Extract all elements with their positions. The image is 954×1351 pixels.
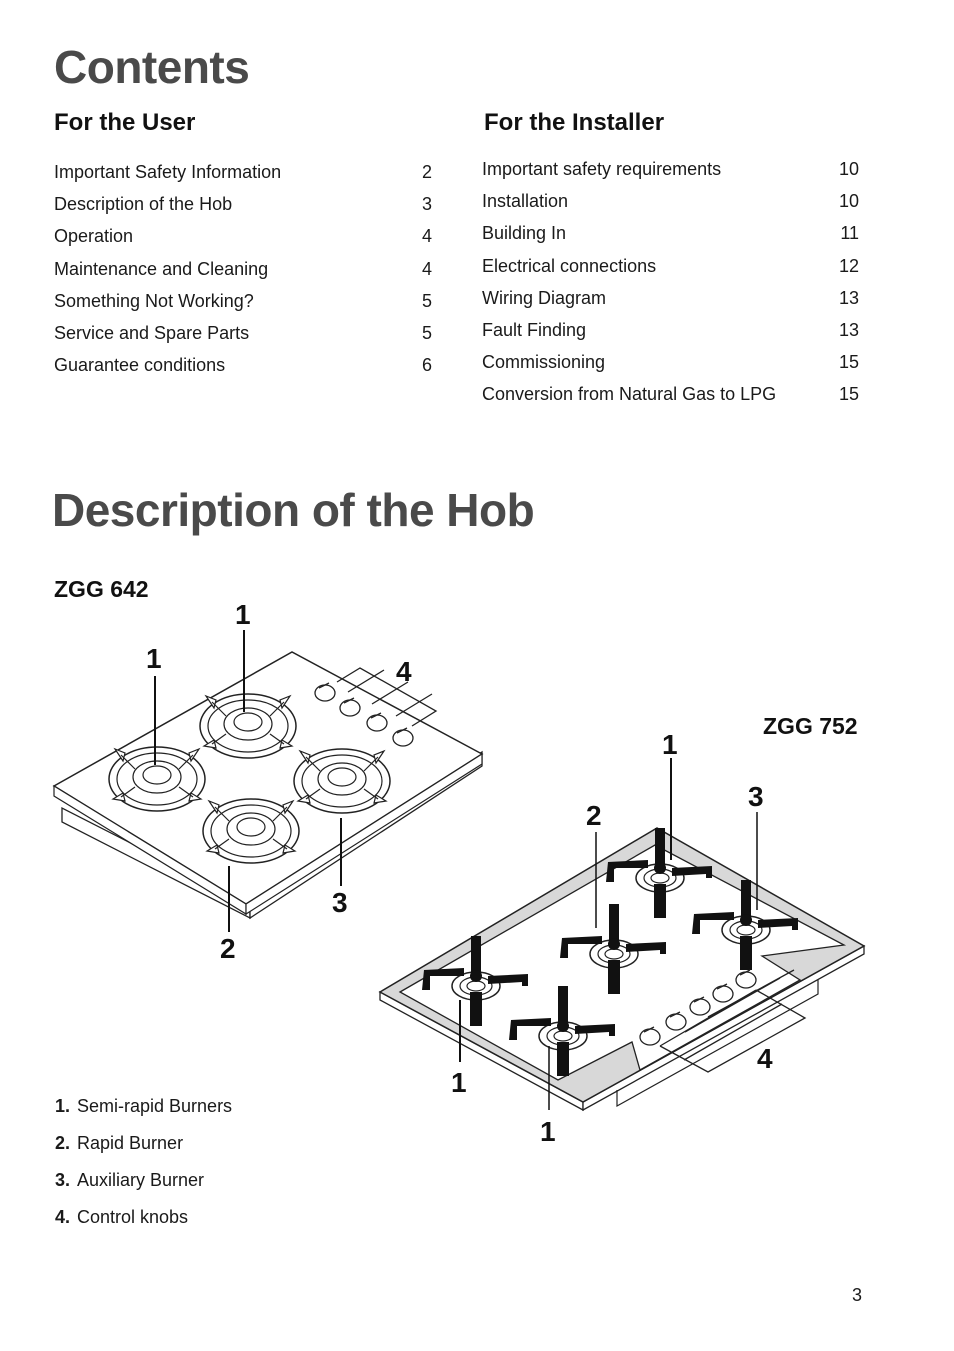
legend-label: Semi-rapid Burners: [77, 1096, 233, 1116]
description-title: Description of the Hob: [52, 484, 535, 536]
toc-entry[interactable]: [54, 188, 432, 220]
callout-1a: 1: [146, 643, 162, 674]
toc-entry-page: 10: [838, 191, 859, 212]
toc-entry-page: 10: [838, 159, 859, 179]
callout-3b: 3: [748, 781, 764, 812]
toc-entry-title: Electrical connections: [482, 255, 657, 276]
toc-entry-page: 3: [421, 194, 432, 215]
toc-entry-page: 2: [421, 162, 432, 182]
legend-label: Auxiliary Burner: [77, 1170, 205, 1190]
toc-entry-title: Something Not Working?: [54, 290, 254, 311]
toc-entry[interactable]: [482, 185, 859, 217]
legend-label: Rapid Burner: [77, 1133, 184, 1153]
toc-entry-page: 15: [838, 384, 859, 405]
legend-item: [55, 1205, 232, 1242]
legend-number: 4.: [55, 1207, 71, 1227]
toc-entry-title: Important Safety Information: [54, 162, 282, 182]
toc-entry-title: Description of the Hob: [54, 194, 233, 215]
callout-2b: 2: [586, 800, 602, 831]
rapid-burner: [203, 799, 299, 863]
toc-installer: [482, 153, 859, 411]
toc-entry[interactable]: [54, 156, 432, 188]
toc-entry-page: 13: [838, 319, 859, 340]
toc-entry-page: 6: [421, 355, 432, 376]
toc-entry[interactable]: [482, 250, 859, 282]
toc-entry-page: 5: [421, 290, 432, 311]
toc-entry[interactable]: [54, 349, 432, 381]
model-label-zgg752: ZGG 752: [763, 713, 858, 739]
zgg642-hob: [54, 599, 482, 964]
semi-rapid-burner-left: [109, 747, 205, 811]
contents-title: Contents: [54, 41, 250, 93]
toc-entry[interactable]: [482, 153, 859, 185]
toc-entry-title: Fault Finding: [482, 319, 587, 340]
user-section-heading: For the User: [54, 109, 196, 136]
callout-2: 2: [220, 933, 236, 964]
toc-entry-page: 12: [838, 255, 859, 276]
toc-entry-title: Guarantee conditions: [54, 355, 226, 376]
toc-entry[interactable]: [482, 314, 859, 346]
legend-number: 3.: [55, 1170, 71, 1190]
legend-item: [55, 1131, 232, 1168]
callout-4: 4: [396, 656, 412, 687]
toc-entry-title: Maintenance and Cleaning: [54, 258, 269, 279]
toc-entry-title: Operation: [54, 226, 134, 247]
toc-entry-title: Building In: [482, 223, 567, 244]
toc-entry[interactable]: [482, 282, 859, 314]
auxiliary-burner: [294, 749, 390, 813]
toc-entry[interactable]: [482, 378, 859, 410]
toc-entry-title: Important safety requirements: [482, 159, 722, 179]
semi-rapid-burner-back: [200, 694, 296, 758]
legend-number: 1.: [55, 1096, 71, 1116]
callout-1e: 1: [540, 1116, 556, 1147]
callout-1c: 1: [662, 729, 678, 760]
toc-entry-page: 4: [421, 226, 432, 247]
callout-3: 3: [332, 887, 348, 918]
legend-label: Control knobs: [77, 1207, 189, 1227]
toc-entry[interactable]: [54, 220, 432, 252]
toc-entry[interactable]: [54, 253, 432, 285]
callout-1b: 1: [235, 599, 251, 630]
toc-entry[interactable]: [54, 317, 432, 349]
installer-section-heading: For the Installer: [484, 109, 665, 136]
toc-entry-title: Conversion from Natural Gas to LPG: [482, 384, 777, 405]
toc-entry-page: 15: [838, 352, 859, 373]
toc-entry[interactable]: [54, 285, 432, 317]
zgg752-hob: [380, 729, 864, 1147]
toc-user: [54, 156, 432, 381]
toc-entry-page: 13: [838, 287, 859, 308]
legend-item: [55, 1094, 232, 1131]
callout-1d: 1: [451, 1067, 467, 1098]
toc-entry-title: Service and Spare Parts: [54, 322, 250, 343]
page-number: 3: [851, 1285, 862, 1305]
toc-entry-title: Installation: [482, 191, 569, 212]
toc-entry-page: 4: [421, 258, 432, 279]
toc-entry-page: 5: [421, 322, 432, 343]
toc-entry[interactable]: [482, 346, 859, 378]
toc-entry-title: Wiring Diagram: [482, 287, 607, 308]
hob-diagram: [0, 590, 954, 1150]
legend-number: 2.: [55, 1133, 71, 1153]
model-label-zgg642: ZGG 642: [54, 576, 149, 602]
parts-legend: [55, 1094, 232, 1242]
toc-entry[interactable]: [482, 217, 859, 249]
toc-entry-page: 11: [840, 223, 859, 244]
callout-4b: 4: [757, 1043, 773, 1074]
legend-item: [55, 1168, 232, 1205]
toc-entry-title: Commissioning: [482, 352, 606, 373]
